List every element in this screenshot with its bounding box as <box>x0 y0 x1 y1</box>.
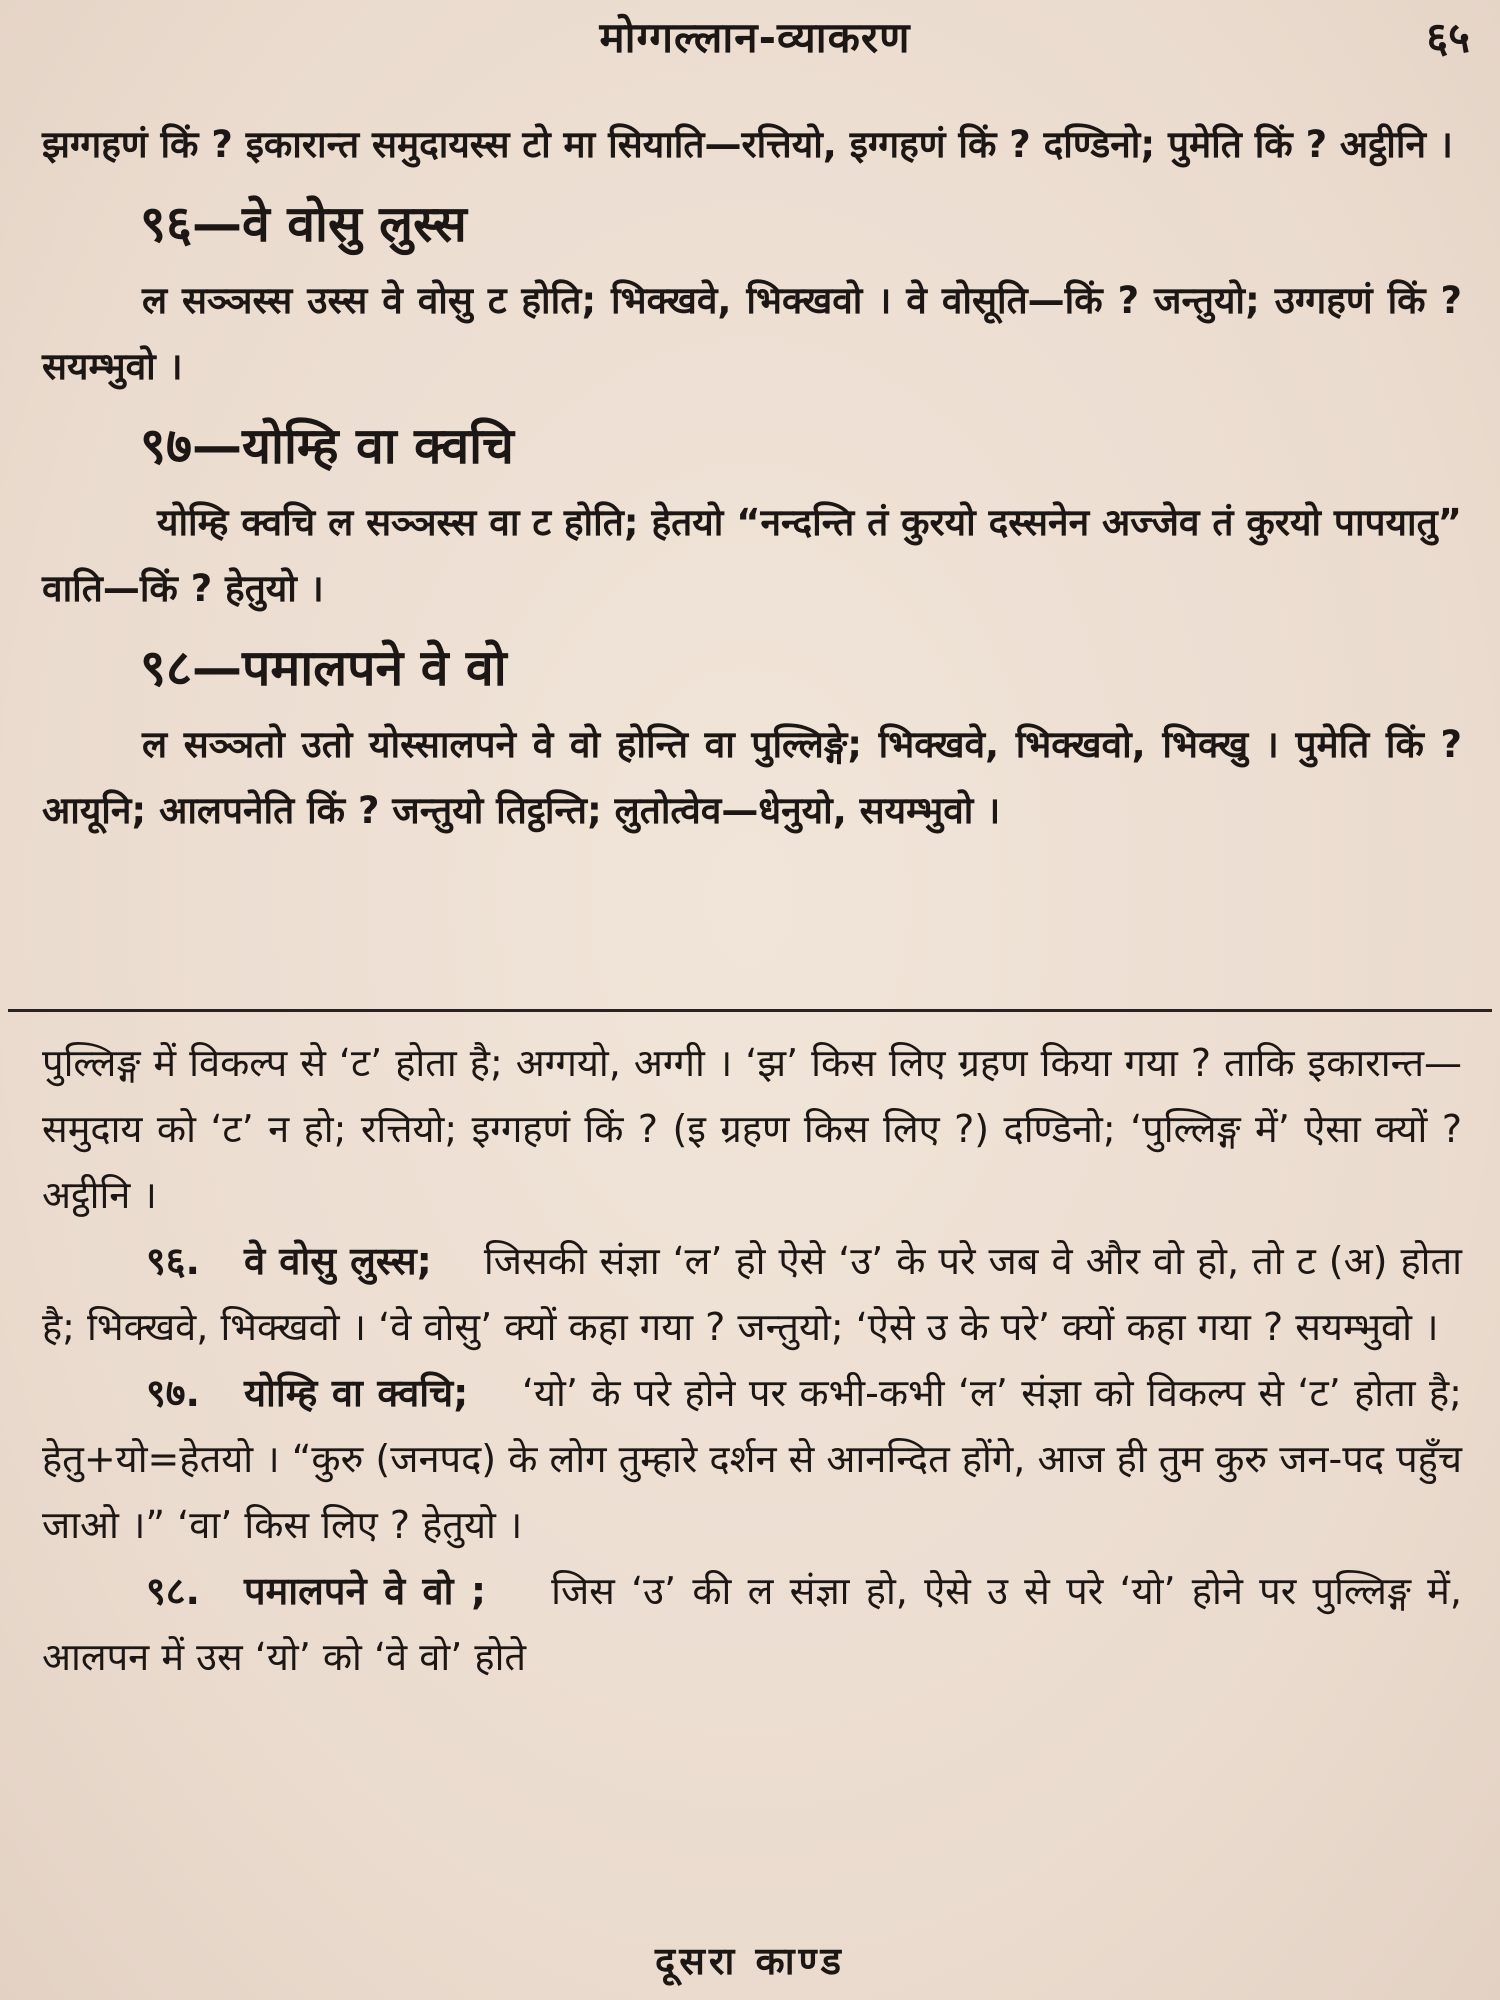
paragraph-text: जिसकी संज्ञा ‘ल’ हो ऐसे ‘उ’ के परे जब वे और वो हो, तो ट (अ) होता है; भिक्खवे, भिक्खवो । ‘वे वोसु’ क्यों कहा गया ? जन्तुयो; ‘ऐसे उ के परे’ क्यों कहा गया ? सयम्भुवो । <box>42 1239 1462 1349</box>
paragraph-text: जिस ‘उ’ की ल संज्ञा हो, ऐसे उ से परे ‘यो’ होने पर पुल्लिङ्ग में, आलपन में उस ‘यो’ को ‘वे वो’ होते <box>42 1569 1462 1679</box>
sutra-text-96: ल सञ्ञस्स उस्स वे वोसु ट होति; भिक्खवे, भिक्खवो । वे वोसूति—किं ? जन्तुयो; उग्गहणं किं ? सयम्भुवो । <box>42 279 1462 388</box>
paragraph-text: ‘यो’ के परे होने पर कभी-कभी ‘ल’ संज्ञा को विकल्प से ‘ट’ होता है; हेतु+यो=हेतयो । “कुरु (जनपद) के लोग तुम्हारे दर्शन से आनन्दित होंगे, आज ही तुम कुरु जन-पद पहुँच जाओ ।” ‘वा’ किस लिए ? हेतुयो । <box>42 1371 1462 1547</box>
translation-paragraph-96 <box>42 1228 1462 1360</box>
paragraph-number: ९८. <box>146 1569 200 1613</box>
paragraph-number: ९६. <box>146 1239 200 1283</box>
pali-intro-paragraph: झग्गहणं किं ? इकारान्त समुदायस्स टो मा सियाति—रत्तियो, इग्गहणं किं ? दण्डिनो; पुमेति किं ? अट्ठीनि । <box>42 123 1453 166</box>
sutra-text-97: योम्हि क्वचि ल सञ्ञस्स वा ट होति; हेतयो “नन्दन्ति तं कुरयो दस्सनेन अज्जेव तं कुरयो पापयातु” वाति—किं ? हेतुयो । <box>42 501 1462 610</box>
pali-text-section <box>42 112 1462 844</box>
paragraph-heading: पमालपने वे वो ; <box>243 1569 487 1613</box>
footer-section-title: दूसरा काण्ड <box>655 1939 845 1983</box>
translation-paragraph-97 <box>42 1360 1462 1558</box>
translation-intro-paragraph: पुल्लिङ्ग में विकल्प से ‘ट’ होता है; अग्गयो, अग्गी । ‘झ’ किस लिए ग्रहण किया गया ? ताकि इकारान्त—समुदाय को ‘ट’ न हो; रत्तियो; इग्गहणं किं ? (इ ग्रहण किस लिए ?) दण्डिनो; ‘पुल्लिङ्ग में’ ऐसा क्यों ? अट्ठीनि । <box>42 1041 1462 1217</box>
page-number: ६५ <box>1426 13 1470 62</box>
paragraph-heading: वे वोसु लुस्स; <box>243 1239 432 1283</box>
page-header <box>40 8 1470 68</box>
paragraph-number: ९७. <box>146 1371 200 1415</box>
translation-paragraph-98 <box>42 1558 1462 1690</box>
sutra-title-97: ९७—योम्हि वा क्वचि <box>140 417 514 475</box>
sutra-title-96: ९६—वे वोसु लुस्स <box>140 195 467 253</box>
running-title: मोग्गल्लान-व्याकरण <box>599 13 911 62</box>
sutra-title-98: ९८—पमालपने वे वो <box>140 639 507 697</box>
sutra-text-98: ल सञ्ञतो उतो योस्सालपने वे वो होन्ति वा पुल्लिङ्गे; भिक्खवे, भिक्खवो, भिक्खु । पुमेति किं ? आयूनि; आलपनेति किं ? जन्तुयो तिट्ठन्ति; लुतोत्वेव—धेनुयो, सयम्भुवो । <box>42 723 1462 832</box>
paragraph-heading: योम्हि वा क्वचि; <box>243 1371 469 1415</box>
section-divider <box>8 1009 1492 1012</box>
hindi-translation-section <box>42 1030 1462 1690</box>
